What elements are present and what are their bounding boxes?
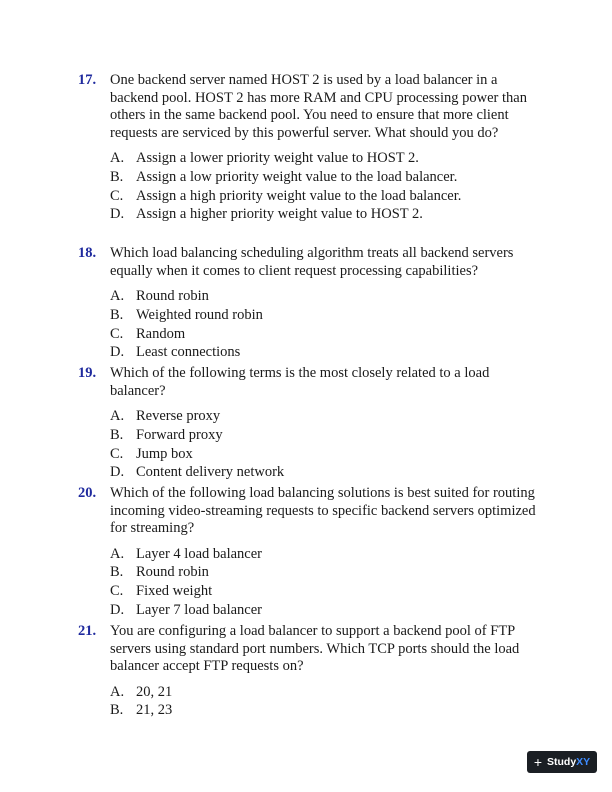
option-letter: A. — [110, 683, 125, 700]
plus-icon: + — [533, 754, 542, 770]
option-text: Round robin — [136, 288, 209, 304]
option-letter: C. — [110, 445, 124, 462]
option-letter: D. — [110, 206, 125, 223]
option-letter: B. — [110, 168, 124, 185]
question-text: Which of the following terms is the most closely related to a load balancer? — [110, 365, 490, 399]
option-letter: B. — [110, 564, 124, 581]
options-list — [110, 149, 548, 224]
option-text: Round robin — [136, 564, 209, 581]
option-a — [110, 545, 548, 564]
question-number: 20. — [78, 485, 97, 501]
question-text: You are configuring a load balancer to support a backend pool of FTP servers using standard port numbers. Which TCP ports should the load balancer accept FTP requests on? — [110, 623, 520, 674]
option-letter: D. — [110, 601, 125, 618]
question-17 — [78, 72, 548, 224]
option-d — [110, 205, 548, 224]
question-number: 18. — [78, 245, 97, 261]
option-letter: C. — [110, 583, 124, 600]
option-c — [110, 325, 548, 344]
question-text: Which of the following load balancing solutions is best suited for routing incoming video-streaming requests to specific backend servers optimized for streaming? — [110, 485, 536, 536]
option-b — [110, 306, 548, 325]
options-list — [110, 545, 548, 620]
option-letter: A. — [110, 150, 125, 166]
option-text: 20, 21 — [136, 683, 173, 700]
option-text: Reverse proxy — [136, 408, 221, 424]
option-letter: B. — [110, 426, 124, 443]
option-c — [110, 187, 548, 206]
option-text: Weighted round robin — [136, 306, 263, 323]
option-b — [110, 168, 548, 187]
question-20 — [78, 485, 548, 620]
option-text: Layer 7 load balancer — [136, 601, 262, 618]
option-a — [110, 407, 548, 426]
option-letter: B. — [110, 306, 124, 323]
question-number: 17. — [78, 72, 97, 88]
question-text: Which load balancing scheduling algorithm treats all backend servers equally when it comes to client request processing capabilities? — [110, 245, 514, 279]
option-d — [110, 463, 548, 482]
option-letter: A. — [110, 408, 125, 424]
options-list — [110, 407, 548, 482]
option-d — [110, 343, 548, 362]
option-text: Least connections — [136, 344, 241, 361]
option-text: Assign a higher priority weight value to HOST 2. — [136, 206, 423, 223]
question-19 — [78, 365, 548, 482]
option-letter: B. — [110, 702, 124, 719]
option-text: Assign a low priority weight value to the load balancer. — [136, 168, 458, 185]
option-letter: C. — [110, 325, 124, 342]
option-text: Forward proxy — [136, 426, 223, 443]
brand-suffix: XY — [576, 756, 591, 768]
option-text: Layer 4 load balancer — [136, 545, 262, 562]
options-list — [110, 683, 548, 721]
option-b — [110, 701, 548, 720]
option-text: Assign a lower priority weight value to HOST 2. — [136, 150, 419, 166]
question-number: 21. — [78, 623, 97, 639]
option-letter: A. — [110, 288, 125, 304]
option-text: Fixed weight — [136, 583, 213, 600]
option-text: 21, 23 — [136, 702, 173, 719]
option-a — [110, 287, 548, 306]
option-a — [110, 149, 548, 168]
options-list — [110, 287, 548, 362]
option-text: Random — [136, 325, 186, 342]
option-letter: C. — [110, 187, 124, 204]
option-b — [110, 563, 548, 582]
option-c — [110, 445, 548, 464]
option-text: Content delivery network — [136, 464, 285, 481]
option-text: Jump box — [136, 445, 193, 462]
option-letter: A. — [110, 545, 125, 562]
option-d — [110, 601, 548, 620]
question-text: One backend server named HOST 2 is used by a load balancer in a backend pool. HOST 2 has more RAM and CPU processing power than others in the same backend pool. You need to ensure that more client requests are serviced by this powerful server. What should you do? — [110, 72, 527, 141]
option-letter: D. — [110, 344, 125, 361]
option-letter: D. — [110, 464, 125, 481]
option-b — [110, 426, 548, 445]
option-c — [110, 582, 548, 601]
studyxy-badge[interactable] — [527, 751, 597, 773]
question-21 — [78, 623, 548, 720]
option-text: Assign a high priority weight value to the load balancer. — [136, 187, 462, 204]
option-a — [110, 683, 548, 702]
question-18 — [78, 245, 548, 362]
question-number: 19. — [78, 365, 97, 381]
brand-prefix: Study — [547, 756, 577, 768]
